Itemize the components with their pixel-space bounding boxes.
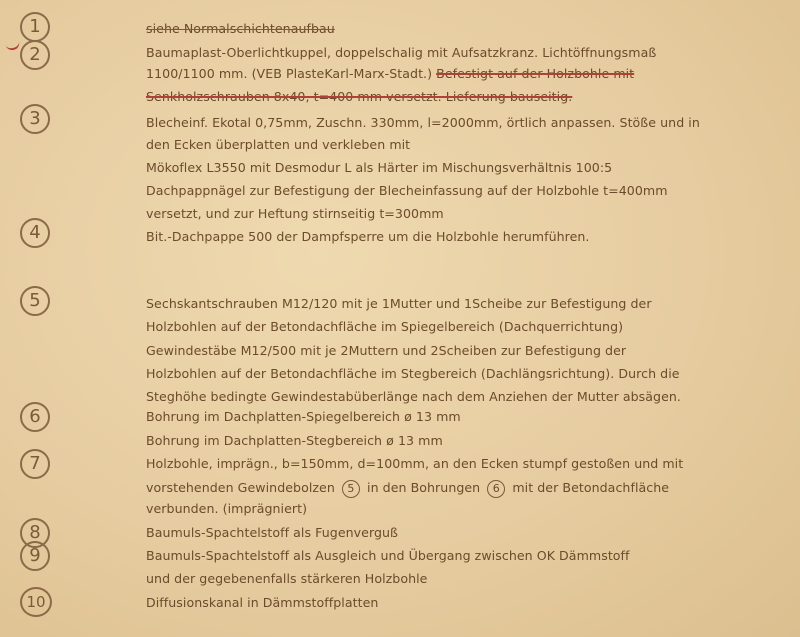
text-line-13: Gewindestäbe M12/500 mit je 2Muttern und 2Scheiben zur Befestigung der [146,343,627,358]
item-marker-2: 2 [20,40,50,70]
item-marker-1: 1 [20,12,50,42]
inline-ref-5: 5 [342,480,360,498]
item-marker-3: 3 [20,104,50,134]
text-line-6: den Ecken überplatten und verkleben mit [146,137,411,152]
item-marker-8: 8 [20,518,50,548]
text-line-19 [146,479,786,498]
text-line-22: Baumuls-Spachtelstoff als Ausgleich und Übergang zwischen OK Dämmstoff [146,548,630,563]
text-line-16: Bohrung im Dachplatten-Spiegelbereich ø 13 mm [146,409,461,424]
text-line-24: Diffusionskanal in Dämmstoffplatten [146,595,379,610]
text-line-20: verbunden. (imprägniert) [146,501,308,516]
text-line-17: Bohrung im Dachplatten-Stegbereich ø 13 mm [146,433,443,448]
text-line-19b: in den Bohrungen [367,480,481,495]
item-marker-6: 6 [20,402,50,432]
text-line-19c: mit der Betondachfläche [512,480,670,495]
struck-text-4: Senkholzschrauben 8x40, t=400 mm versetzt. Lieferung bauseitig. [146,89,573,104]
text-line [146,20,786,38]
struck-text-3b: Befestigt auf der Holzbohle mit [436,66,635,81]
text-line-19a: vorstehenden Gewindebolzen [146,480,335,495]
text-line-3 [146,65,786,83]
item-marker-7: 7 [20,449,50,479]
text-line-9: versetzt, und zur Heftung stirnseitig t=300mm [146,206,444,221]
text-line-18: Holzbohle, imprägn., b=150mm, d=100mm, an den Ecken stumpf gestoßen und mit [146,456,684,471]
item-marker-10: 10 [20,587,52,617]
item-marker-4: 4 [20,218,50,248]
text-line-2: Baumaplast-Oberlichtkuppel, doppelschalig mit Aufsatzkranz. Lichtöffnungsmaß [146,45,657,60]
text-line-15: Steghöhe bedingte Gewindestabüberlänge nach dem Anziehen der Mutter absägen. [146,389,681,404]
text-line-11: Sechskantschrauben M12/120 mit je 1Mutter und 1Scheibe zur Befestigung der [146,296,652,311]
text-line-21: Baumuls-Spachtelstoff als Fugenverguß [146,525,399,540]
text-line-5: Blecheinf. Ekotal 0,75mm, Zuschn. 330mm, l=2000mm, örtlich anpassen. Stöße und in [146,115,700,130]
text-line-1: siehe Normalschichtenaufbau [146,21,335,36]
text-line-4 [146,88,786,106]
item-marker-5: 5 [20,286,50,316]
item-marker-9: 9 [20,541,50,571]
text-line-14: Holzbohlen auf der Betondachfläche im Stegbereich (Dachlängsrichtung). Durch die [146,366,680,381]
text-line-23: und der gegebenenfalls stärkeren Holzbohle [146,571,428,586]
text-line-3a: 1100/1100 mm. (VEB PlasteKarl-Marx-Stadt.) [146,66,433,81]
text-line-7: Mökoflex L3550 mit Desmodur L als Härter im Mischungsverhältnis 100:5 [146,160,613,175]
text-line-12: Holzbohlen auf der Betondachfläche im Spiegelbereich (Dachquerrichtung) [146,319,624,334]
text-line-10: Bit.-Dachpappe 500 der Dampfsperre um die Holzbohle herumführen. [146,229,590,244]
text-line-8: Dachpappnägel zur Befestigung der Blecheinfassung auf der Holzbohle t=400mm [146,183,668,198]
red-check-mark [5,40,21,51]
inline-ref-6: 6 [487,480,505,498]
